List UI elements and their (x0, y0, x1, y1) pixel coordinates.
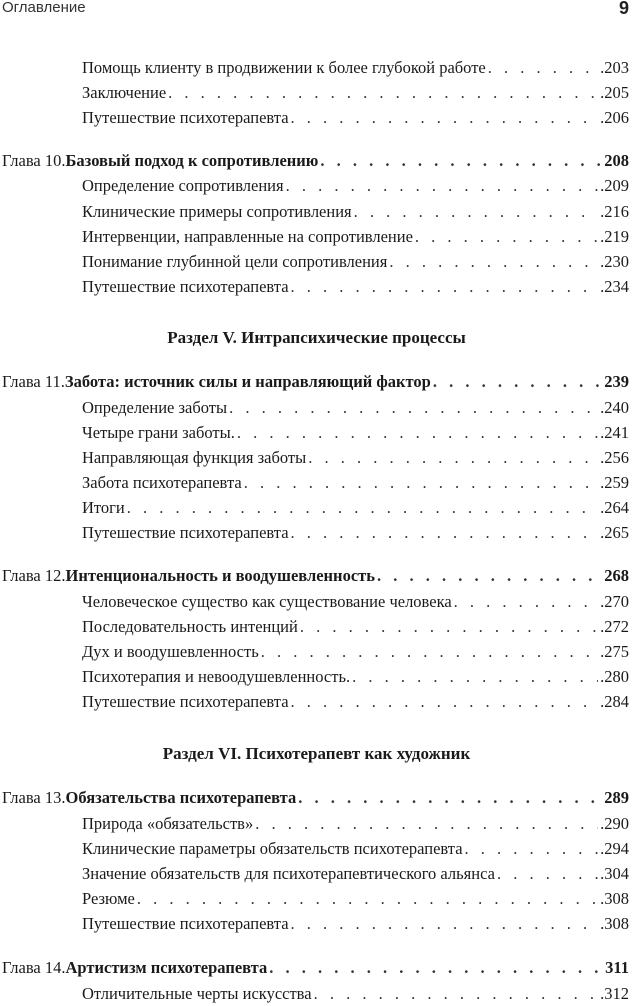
page-number: 9 (618, 0, 629, 18)
toc-subentry[interactable] (0, 56, 633, 80)
chapter-label: Глава 12. (2, 566, 66, 585)
dot-leader (389, 250, 598, 274)
chapter-label: Глава 13. (2, 788, 66, 807)
toc-subentry[interactable] (0, 275, 633, 299)
entry-page-number: .216 (600, 202, 629, 221)
entry-page-number: 311 (605, 958, 629, 977)
dot-leader (286, 174, 599, 198)
dot-leader (314, 982, 599, 1006)
entry-title: Путешествие психотерапевта (82, 914, 289, 933)
entry-title: Дух и воодушевленность (82, 642, 259, 661)
entry-title: Интервенции, направленные на сопротивление (82, 227, 413, 246)
dot-leader (308, 446, 598, 470)
dot-leader (291, 521, 599, 545)
entry-title: Психотерапия и невоодушевленность. (82, 667, 351, 686)
dot-leader (320, 149, 602, 173)
dot-leader (291, 690, 599, 714)
entry-page-number: .209 (600, 176, 629, 195)
entry-title: Путешествие психотерапевта (82, 277, 289, 296)
entry-page-number: .312 (600, 984, 629, 1003)
dot-leader (229, 396, 598, 420)
entry-page-number: .234 (600, 277, 629, 296)
dot-leader (168, 81, 598, 105)
dot-leader (415, 225, 598, 249)
entry-page-number: .272 (600, 617, 629, 636)
dot-leader (137, 887, 598, 911)
dot-leader (269, 956, 603, 980)
dot-leader (488, 56, 598, 80)
entry-page-number: .219 (600, 227, 629, 246)
entry-page-number: .259 (600, 473, 629, 492)
entry-title: Клинические параметры обязательств психотерапевта (82, 839, 463, 858)
entry-title: Определение сопротивления (82, 176, 284, 195)
dot-leader (465, 837, 599, 861)
toc-subentry[interactable] (0, 862, 633, 886)
chapter-title: Обязательства психотерапевта (65, 788, 297, 807)
entry-title: Значение обязательств для психотерапевтического альянса (82, 864, 495, 883)
dot-leader (255, 812, 598, 836)
toc-subentry[interactable] (0, 640, 633, 664)
chapter-label: Глава 10. (2, 151, 66, 170)
entry-title: Направляющая функция заботы (82, 448, 307, 467)
dot-leader (291, 106, 599, 130)
toc-subentry[interactable] (0, 590, 633, 614)
entry-page-number: .241 (600, 423, 629, 442)
dot-leader (127, 496, 598, 520)
entry-page-number: 208 (604, 151, 629, 170)
toc-subentry[interactable] (0, 174, 633, 198)
entry-title: Заключение (82, 83, 167, 102)
entry-page-number: .264 (600, 498, 629, 517)
chapter-title: Артистизм психотерапевта (65, 958, 268, 977)
chapter-title: Базовый подход к сопротивлению (65, 151, 319, 170)
entry-page-number: 268 (604, 566, 629, 585)
toc-subentry[interactable] (0, 665, 633, 689)
entry-title: Итоги (82, 498, 125, 517)
toc-subentry[interactable] (0, 81, 633, 105)
entry-page-number: .284 (600, 692, 629, 711)
toc-subentry[interactable] (0, 496, 633, 520)
entry-page-number: .203 (600, 58, 629, 77)
entry-title: Резюме (82, 889, 135, 908)
dot-leader (352, 665, 598, 689)
entry-title: Клинические примеры сопротивления (82, 202, 352, 221)
chapter-label: Глава 11. (2, 372, 65, 391)
toc-subentry[interactable] (0, 837, 633, 861)
toc-chapter-entry[interactable] (0, 786, 633, 810)
toc-subentry[interactable] (0, 471, 633, 495)
entry-page-number: .294 (600, 839, 629, 858)
entry-page-number: .290 (600, 814, 629, 833)
dot-leader (354, 200, 599, 224)
chapter-label: Глава 14. (2, 958, 66, 977)
entry-title: Путешествие психотерапевта (82, 523, 289, 542)
toc-subentry[interactable] (0, 690, 633, 714)
toc-subentry[interactable] (0, 912, 633, 936)
entry-title: Понимание глубинной цели сопротивления (82, 252, 388, 271)
entry-title: Путешествие психотерапевта (82, 692, 289, 711)
toc-subentry[interactable] (0, 615, 633, 639)
toc-subentry[interactable] (0, 421, 633, 445)
toc-chapter-entry[interactable] (0, 564, 633, 588)
dot-leader (377, 564, 602, 588)
entry-page-number: 289 (604, 788, 629, 807)
entry-page-number: .270 (600, 592, 629, 611)
toc-subentry[interactable] (0, 225, 633, 249)
section-heading: Раздел VI. Психотерапевт как художник (162, 744, 471, 763)
toc-subentry[interactable] (0, 812, 633, 836)
toc-subentry[interactable] (0, 887, 633, 911)
entry-page-number: .265 (600, 523, 629, 542)
entry-title: Путешествие психотерапевта (82, 108, 289, 127)
dot-leader (454, 590, 598, 614)
entry-title: Природа «обязательств» (82, 814, 254, 833)
chapter-title: Интенциональность и воодушевленность (65, 566, 375, 585)
dot-leader (433, 370, 602, 394)
entry-page-number: .206 (600, 108, 629, 127)
entry-page-number: .308 (600, 889, 629, 908)
entry-page-number: .205 (600, 83, 629, 102)
entry-title: Забота психотерапевта (82, 473, 242, 492)
toc-subentry[interactable] (0, 106, 633, 130)
entry-page-number: .275 (600, 642, 629, 661)
entry-title: Четыре грани заботы. (82, 423, 235, 442)
dot-leader (261, 640, 598, 664)
toc-subentry[interactable] (0, 446, 633, 470)
dot-leader (298, 786, 602, 810)
dot-leader (244, 471, 598, 495)
entry-page-number: .240 (600, 398, 629, 417)
dot-leader (497, 862, 598, 886)
entry-page-number: .280 (600, 667, 629, 686)
toc-chapter-entry[interactable] (0, 149, 633, 173)
dot-leader (291, 275, 599, 299)
toc-chapter-entry[interactable] (0, 370, 633, 394)
entry-title: Определение заботы (82, 398, 228, 417)
dot-leader (237, 421, 598, 445)
entry-page-number: .304 (600, 864, 629, 883)
toc-subentry[interactable] (0, 250, 633, 274)
entry-page-number: .256 (600, 448, 629, 467)
toc-chapter-entry[interactable] (0, 956, 633, 980)
toc-subentry[interactable] (0, 200, 633, 224)
toc-subentry[interactable] (0, 521, 633, 545)
entry-page-number: 239 (604, 372, 629, 391)
dot-leader (300, 615, 598, 639)
entry-title: Человеческое существо как существование человека (82, 592, 452, 611)
entry-title: Последовательность интенций (82, 617, 298, 636)
entry-title: Отличительные черты искусства (82, 984, 312, 1003)
chapter-title: Забота: источник силы и направляющий фактор (64, 372, 431, 391)
toc-subentry[interactable] (0, 982, 633, 1006)
toc-subentry[interactable] (0, 396, 633, 420)
dot-leader (291, 912, 599, 936)
entry-page-number: .308 (600, 914, 629, 933)
entry-title: Помощь клиенту в продвижении к более глубокой работе (82, 58, 486, 77)
entry-page-number: .230 (600, 252, 629, 271)
running-title: Оглавление (2, 0, 86, 16)
section-heading: Раздел V. Интрапсихические процессы (167, 328, 466, 347)
